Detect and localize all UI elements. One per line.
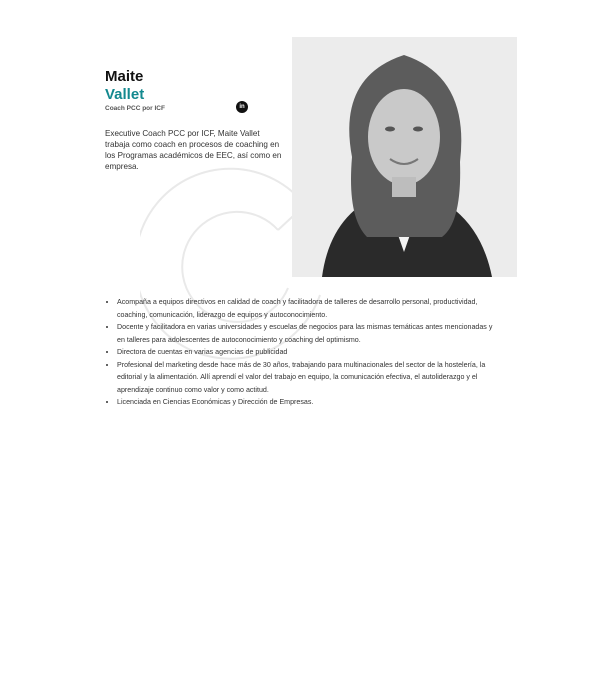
- list-item: • Docente y facilitadora en varias universidades y escuelas de negocios para las mismas temáticas antes mencionadas y en talleres para adolescentes de autoconocimiento y coaching del optimismo.: [117, 321, 497, 346]
- list-item: • Licenciada en Ciencias Económicas y Dirección de Empresas.: [117, 396, 497, 409]
- profile-photo: [292, 37, 517, 277]
- bio-list: [105, 296, 497, 409]
- first-name: Maite: [105, 68, 144, 85]
- linkedin-icon[interactable]: in: [236, 101, 248, 113]
- list-item: • Profesional del marketing desde hace más de 30 años, trabajando para multinacionales del sector de la hostelería, la editorial y la alimentación. Allí aprendí el valor del trabajo en equipo, la comunicación efectiva, el autoliderazgo y el aprendizaje continuo como valor y como actitud.: [117, 359, 497, 397]
- role-title: Coach PCC por ICF: [105, 105, 165, 112]
- list-item: • Directora de cuentas en varias agencias de publicidad: [117, 346, 497, 359]
- last-name: Vallet: [105, 86, 145, 103]
- intro-text: Executive Coach PCC por ICF, Maite Vallet trabaja como coach en procesos de coaching en los Programas académicos de EEC, así como en empresa.: [105, 129, 282, 171]
- list-item: • Acompaña a equipos directivos en calidad de coach y facilitadora de talleres de desarrollo personal, productividad, coaching, comunicación, liderazgo de equipos y autoconocimiento.: [117, 296, 497, 321]
